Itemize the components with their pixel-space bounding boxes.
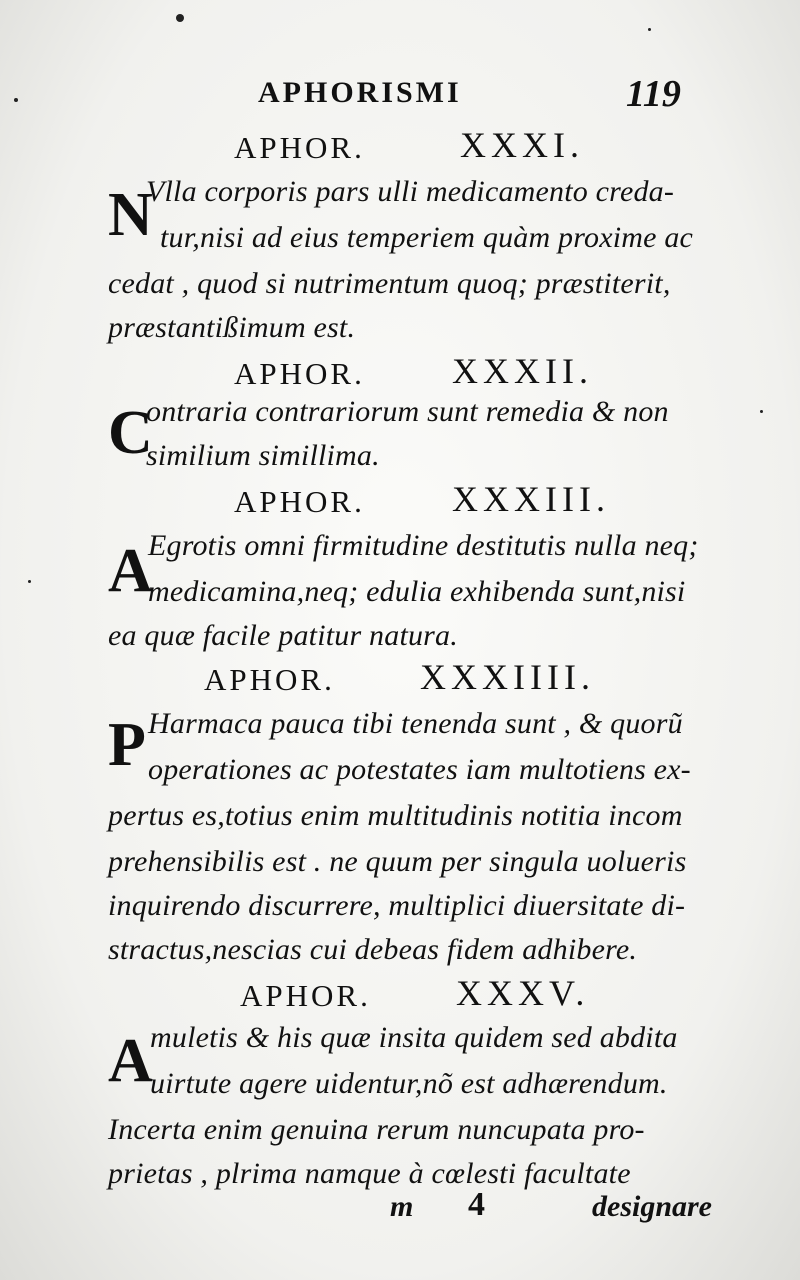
text-line: pertus es,totius enim multitudinis notitia incom [108, 799, 683, 832]
running-head: APHORISMI [258, 76, 462, 109]
aphorism-label: APHOR. [234, 356, 365, 391]
drop-cap-initial: N [108, 181, 153, 249]
aphorism-label: APHOR. [240, 978, 371, 1013]
text-line: Vlla corporis pars ulli medicamento creda- [146, 175, 675, 208]
text-line: præstantißimum est. [108, 311, 356, 344]
text-line: Harmaca pauca tibi tenenda sunt , & quorũ [148, 707, 683, 740]
aphorism-label: APHOR. [234, 484, 365, 519]
aphorism-label: APHOR. [204, 662, 335, 697]
text-line: muletis & his quæ insita quidem sed abdita [150, 1021, 678, 1054]
page-footer [0, 1186, 800, 1240]
ink-speck [176, 14, 184, 22]
aphorism-heading [0, 972, 800, 1020]
drop-cap-initial: A [108, 1027, 153, 1095]
drop-cap-initial: P [108, 711, 146, 779]
ink-speck [760, 410, 763, 413]
text-line: prietas , plrima namque à cœlesti facultate [108, 1157, 631, 1190]
aphorism-number: XXXI. [460, 125, 584, 165]
aphorism-number: XXXV. [456, 973, 590, 1013]
aphorism-number: XXXII. [452, 351, 593, 391]
text-line: Incerta enim genuina rerum nuncupata pro- [108, 1113, 645, 1146]
text-line: operationes ac potestates iam multotiens ex- [148, 753, 691, 786]
page-number: 119 [626, 73, 681, 115]
text-line: ontraria contrariorum sunt remedia & non [146, 395, 669, 428]
ink-speck [648, 28, 651, 31]
aphorism-number: XXXIII. [452, 479, 610, 519]
aphorism-heading [0, 656, 800, 704]
text-line: stractus,nescias cui debeas fidem adhibere. [108, 933, 638, 966]
text-line: ea quæ facile patitur natura. [108, 619, 458, 652]
signature-mark: m [390, 1190, 416, 1223]
catchword: designare [592, 1190, 712, 1223]
signature-number: 4 [468, 1186, 485, 1223]
text-line: inquirendo discurrere, multiplici diuersitate di- [108, 889, 686, 922]
aphorism-heading [0, 350, 800, 398]
text-line: tur,nisi ad eius temperiem quàm proxime ac [160, 221, 694, 254]
aphorism-heading [0, 124, 800, 172]
text-line: Egrotis omni firmitudine destitutis nulla neq; [148, 529, 699, 562]
aphorism-heading [0, 478, 800, 526]
aphorism-label: APHOR. [234, 130, 365, 165]
drop-cap-initial: A [108, 537, 153, 605]
aphorism-number: XXXIIII. [420, 657, 595, 697]
text-line: uirtute agere uidentur,nõ est adhærendum. [150, 1067, 668, 1100]
ink-speck [28, 580, 31, 583]
text-line: prehensibilis est . ne quum per singula uolueris [108, 845, 687, 878]
text-line: similium simillima. [146, 439, 380, 472]
page-header [0, 72, 800, 122]
text-line: medicamina,neq; edulia exhibenda sunt,nisi [148, 575, 686, 608]
drop-cap-initial: C [108, 399, 153, 467]
text-line: cedat , quod si nutrimentum quoq; præstiterit, [108, 267, 671, 300]
ink-speck [14, 98, 18, 102]
